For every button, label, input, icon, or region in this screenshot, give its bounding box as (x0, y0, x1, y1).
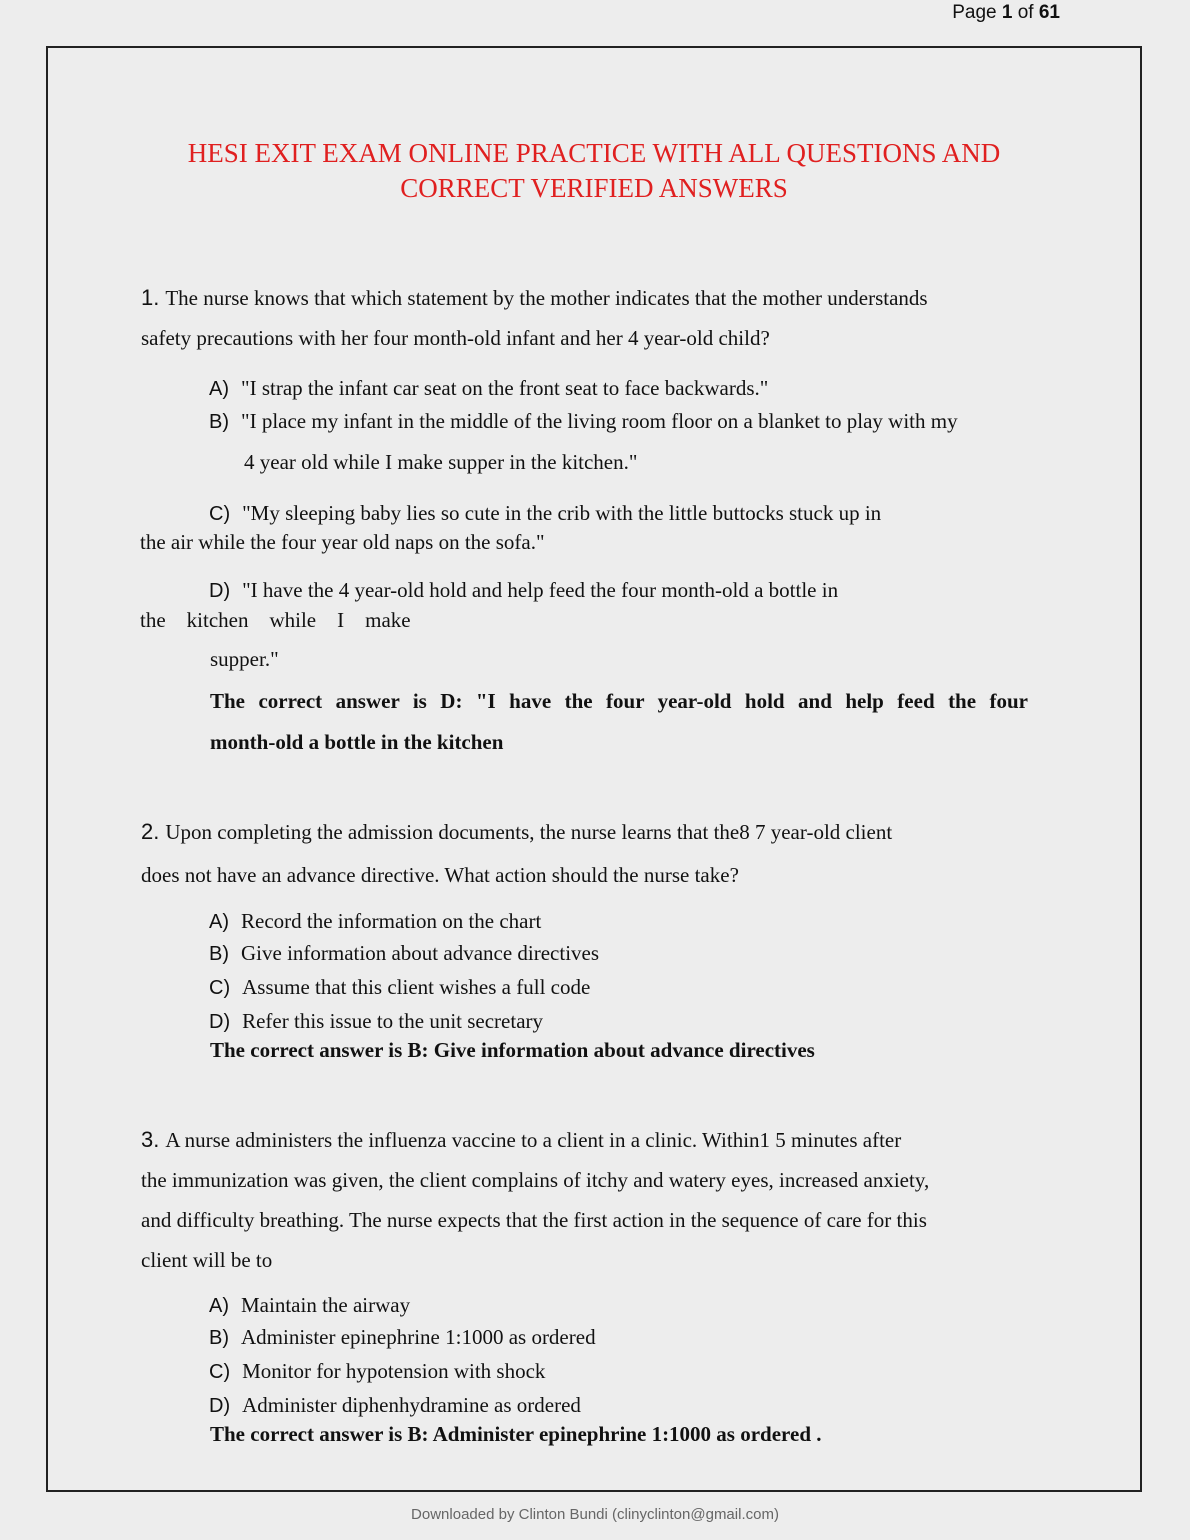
q1-option-c-cont: the air while the four year old naps on the sofa." (140, 530, 545, 554)
document-title: HESI EXIT EXAM ONLINE PRACTICE WITH ALL QUESTIONS AND CORRECT VERIFIED ANSWERS (187, 138, 1001, 203)
q1-option-d-cont2: supper." (210, 647, 279, 671)
q3-option-a: A) Maintain the airway (209, 1293, 411, 1317)
question-3: 3. A nurse administers the influenza vaccine to a client in a clinic. Within1 5 minutes after the immunization was given, the client complains of itchy and watery eyes, increased anxiety, and difficulty breathing. The nurse expects that the first action in the sequence of care for this client will be to (141, 1127, 930, 1272)
download-footer: Downloaded by Clinton Bundi (clinyclinton@gmail.com) (411, 1506, 779, 1523)
q2-option-c: C) Assume that this client wishes a full code (209, 975, 591, 999)
q2-option-d: D) Refer this issue to the unit secretary (209, 1009, 544, 1033)
page-number: Page 1 of 61 (952, 2, 1060, 23)
q1-option-b: B) "I place my infant in the middle of the living room floor on a blanket to play with my (209, 409, 958, 433)
q1-answer: The correct answer is D: "I have the four year-old hold and help feed the four (210, 689, 1028, 713)
q3-option-d: D) Administer diphenhydramine as ordered (209, 1393, 581, 1417)
q1-option-d: D) "I have the 4 year-old hold and help feed the four month-old a bottle in (209, 578, 839, 602)
q1-option-c: C) "My sleeping baby lies so cute in the crib with the little buttocks stuck up in (209, 501, 882, 525)
q1-option-a: A) "I strap the infant car seat on the front seat to face backwards." (209, 376, 769, 400)
q1-option-b-cont: 4 year old while I make supper in the kitchen." (244, 450, 638, 474)
q1-answer-cont: month-old a bottle in the kitchen (210, 730, 504, 754)
q1-option-d-cont: the kitchen while I make (140, 608, 411, 632)
q2-option-a: A) Record the information on the chart (209, 909, 542, 933)
page-frame (46, 46, 1142, 1492)
q3-answer: The correct answer is B: Administer epinephrine 1:1000 as ordered . (210, 1422, 822, 1446)
q2-answer: The correct answer is B: Give information about advance directives (210, 1038, 815, 1062)
question-2: 2. Upon completing the admission documents, the nurse learns that the8 7 year-old client does not have an advance directive. What action should the nurse take? (141, 819, 893, 887)
q3-option-c: C) Monitor for hypotension with shock (209, 1359, 546, 1383)
question-1: 1. The nurse knows that which statement by the mother indicates that the mother understands safety precautions with her four month-old infant and her 4 year-old child? (141, 285, 928, 350)
q2-option-b: B) Give information about advance directives (209, 941, 600, 965)
q3-option-b: B) Administer epinephrine 1:1000 as ordered (209, 1325, 596, 1349)
